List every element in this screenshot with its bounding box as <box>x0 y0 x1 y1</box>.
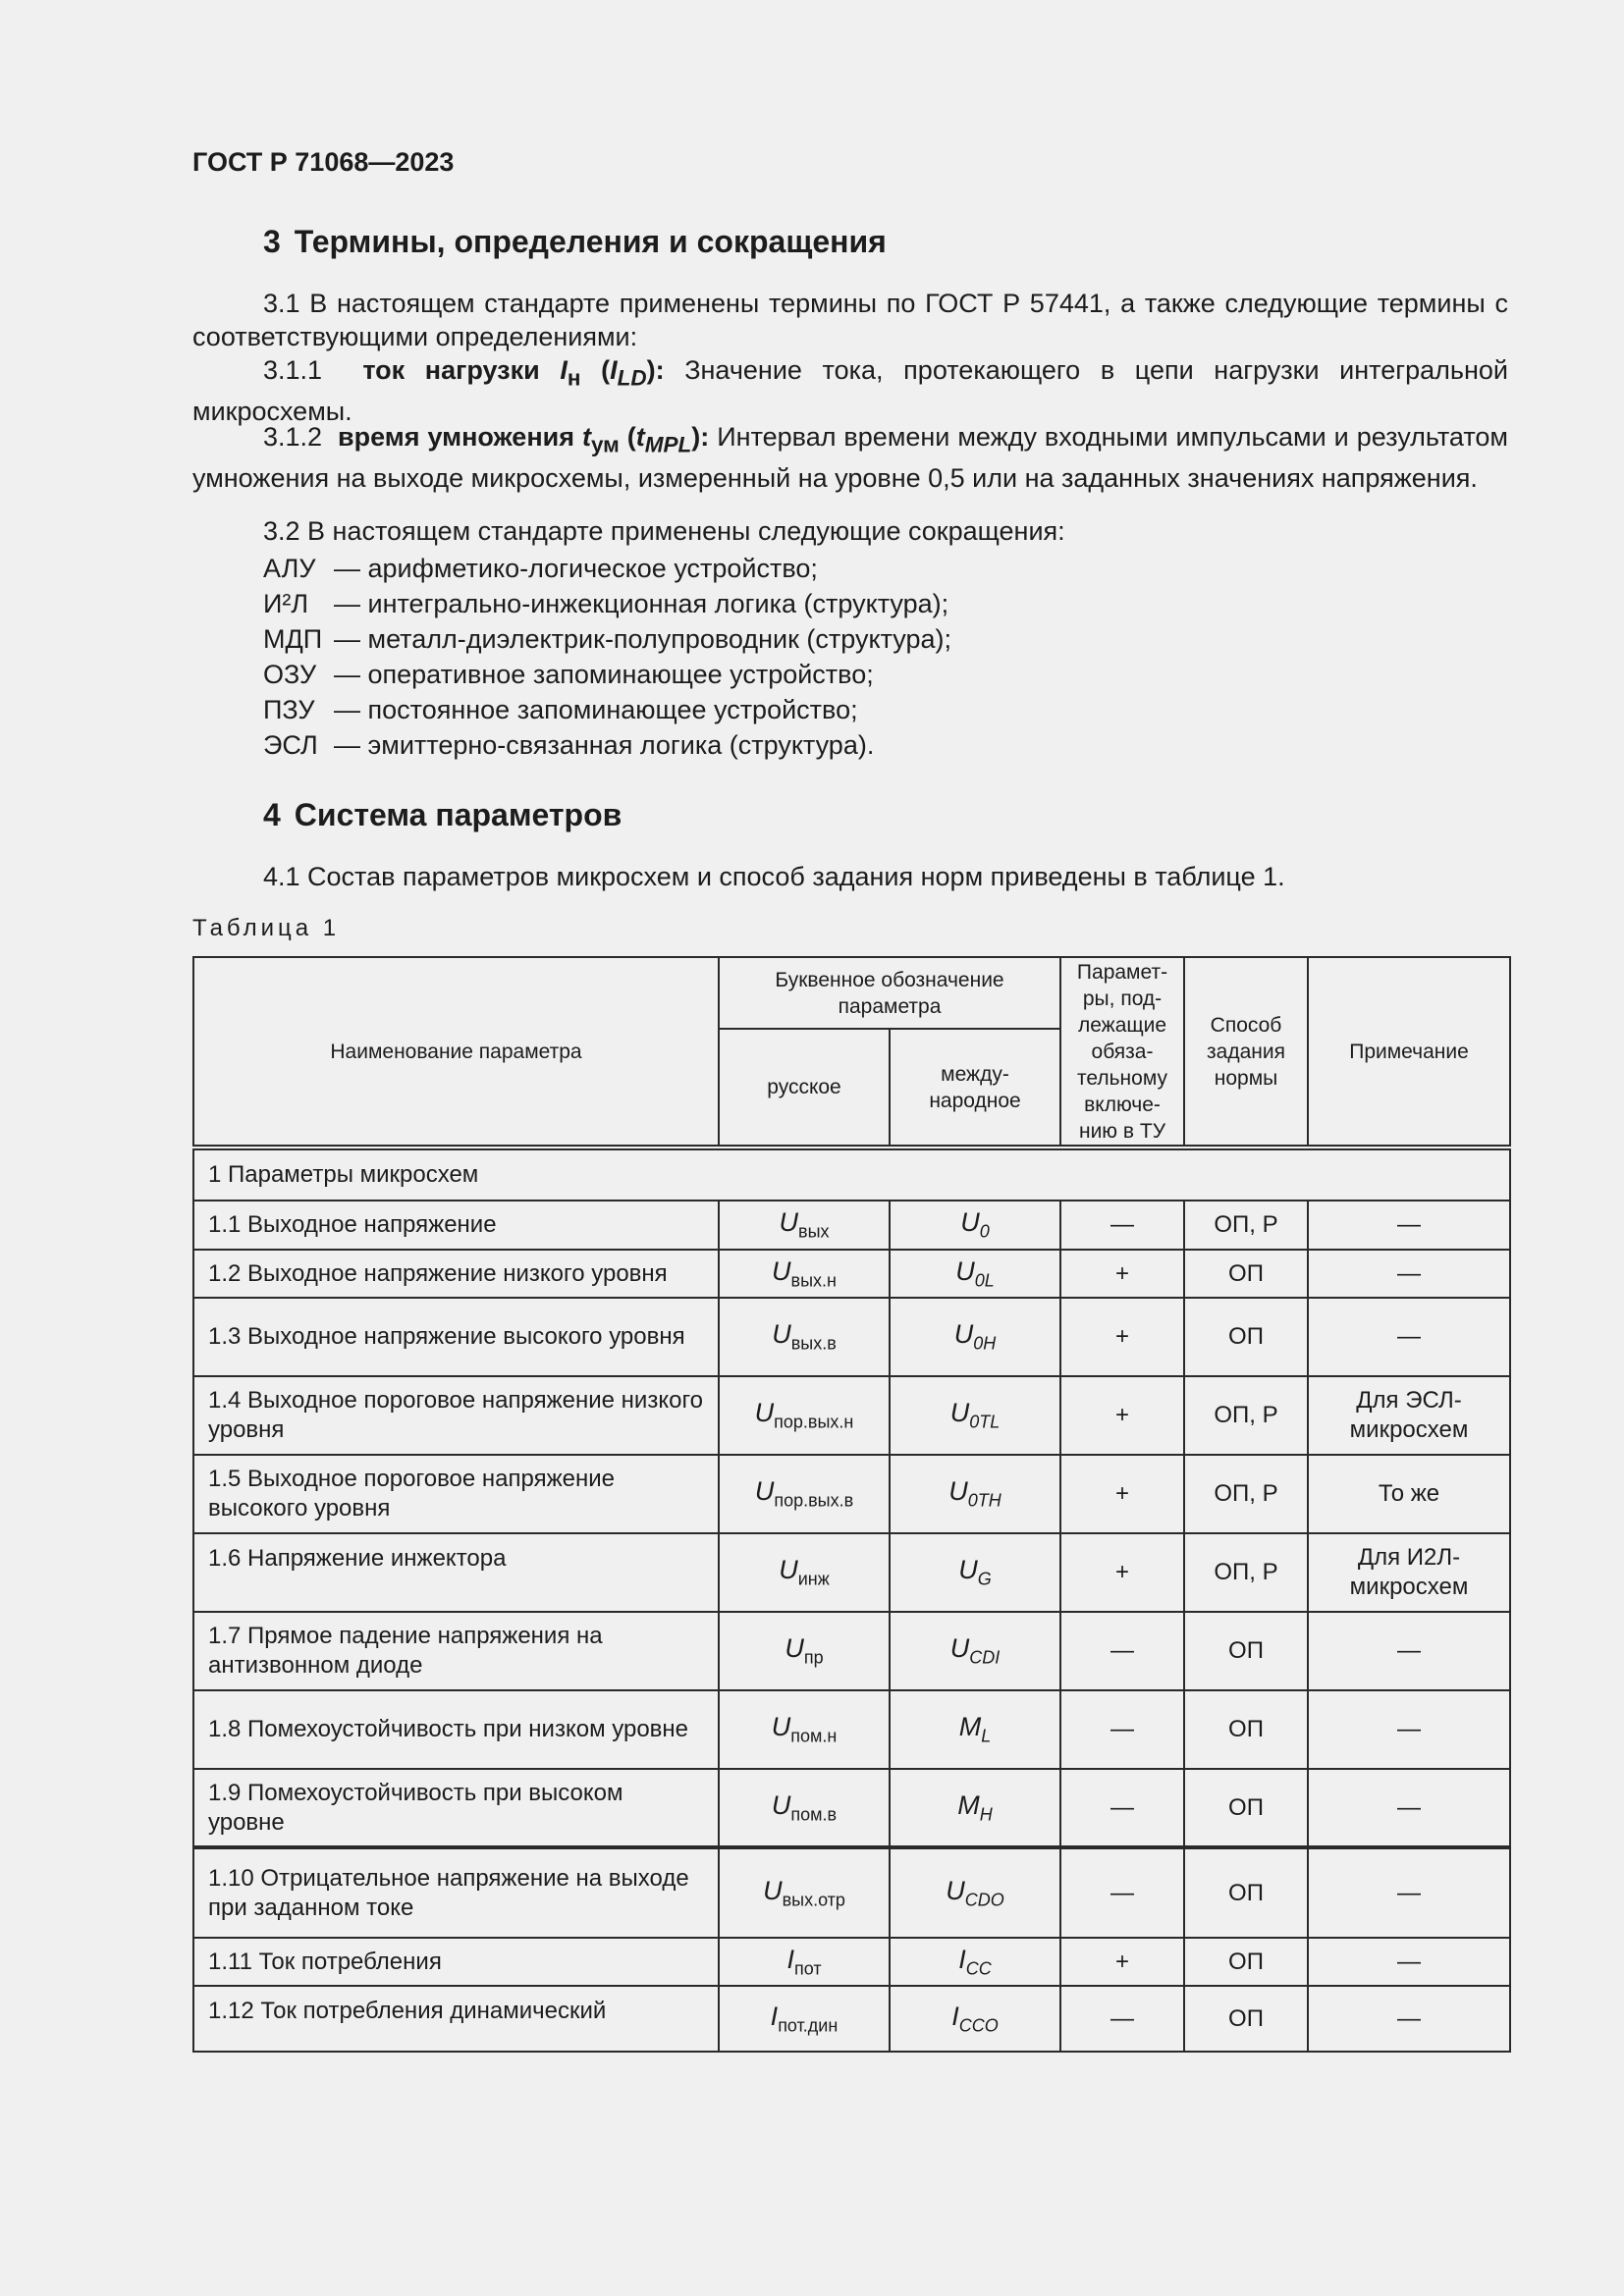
header-mandatory: Парамет- ры, под- лежащие обяза- тельному включе- нию в ТУ <box>1060 957 1184 1148</box>
section-title-text: Система параметров <box>294 797 623 832</box>
header-note: Примечание <box>1308 957 1510 1148</box>
header-name: Наименование параметра <box>193 957 719 1148</box>
table-row <box>193 1201 1510 1250</box>
cell-mandatory: — <box>1060 1690 1184 1769</box>
abbreviation-item: АЛУ — арифметико-логическое устройство; <box>263 554 818 583</box>
header-method: Способ задания нормы <box>1184 957 1308 1148</box>
cell-param-name: 1.3 Выходное напряжение высокого уровня <box>193 1298 719 1376</box>
abbreviation-item: ЭСЛ — эмиттерно-связанная логика (структура). <box>263 730 875 760</box>
cell-mandatory: — <box>1060 1769 1184 1847</box>
cell-param-name: 1.10 Отрицательное напряжение на выходе при заданном токе <box>193 1847 719 1938</box>
cell-method: ОП, Р <box>1184 1455 1308 1533</box>
cell-method: ОП <box>1184 1769 1308 1847</box>
cell-method: ОП <box>1184 1986 1308 2052</box>
table-row <box>193 1533 1510 1612</box>
cell-mandatory: + <box>1060 1533 1184 1612</box>
cell-note: — <box>1308 1690 1510 1769</box>
cell-method: ОП, Р <box>1184 1201 1308 1250</box>
table-row <box>193 1847 1510 1938</box>
table-row <box>193 1986 1510 2052</box>
header-letter: Буквенное обозначение параметра <box>719 957 1060 1029</box>
table-row <box>193 1769 1510 1847</box>
cell-param-name: 1.8 Помехоустойчивость при низком уровне <box>193 1690 719 1769</box>
section-number: 3 <box>263 224 281 259</box>
cell-symbol-ru: $U_{вых}$ <box>719 1201 890 1250</box>
abbreviation-item: И²Л — интегрально-инжекционная логика (структура); <box>263 589 949 618</box>
cell-param-name: 1.11 Ток потребления <box>193 1938 719 1986</box>
cell-symbol-intl: $U_G$ <box>890 1533 1060 1612</box>
cell-symbol-intl: $I_{CCO}$ <box>890 1986 1060 2052</box>
cell-symbol-ru: $U_{пом.н}$ <box>719 1690 890 1769</box>
paragraph-3-1-1: 3.1.1 ток нагрузки $I_н$ $(I_{LD})$: Значение тока, протекающего в цепи нагрузки интегральной микросхемы. <box>192 355 1508 427</box>
cell-method: ОП <box>1184 1250 1308 1298</box>
cell-symbol-intl: $U_0$ <box>890 1201 1060 1250</box>
cell-symbol-intl: $M_H$ <box>890 1769 1060 1847</box>
abbreviation-item: ПЗУ — постоянное запоминающее устройство; <box>263 695 858 724</box>
cell-param-name: 1.12 Ток потребления динамический <box>193 1986 719 2052</box>
table-row <box>193 1376 1510 1455</box>
cell-note: — <box>1308 1298 1510 1376</box>
cell-param-name: 1.2 Выходное напряжение низкого уровня <box>193 1250 719 1298</box>
cell-param-name: 1.1 Выходное напряжение <box>193 1201 719 1250</box>
parameters-table <box>192 956 1511 2053</box>
cell-method: ОП, Р <box>1184 1376 1308 1455</box>
document-header: ГОСТ Р 71068—2023 <box>192 147 455 177</box>
cell-method: ОП, Р <box>1184 1533 1308 1612</box>
cell-symbol-intl: $U_{CDI}$ <box>890 1612 1060 1690</box>
table-row <box>193 1455 1510 1533</box>
cell-param-name: 1.9 Помехоустойчивость при высоком уровне <box>193 1769 719 1847</box>
cell-symbol-intl: $U_{CDO}$ <box>890 1847 1060 1938</box>
cell-mandatory: + <box>1060 1376 1184 1455</box>
cell-symbol-ru: $I_{пот}$ <box>719 1938 890 1986</box>
abbreviation-list <box>263 552 951 764</box>
cell-symbol-intl: $I_{CC}$ <box>890 1938 1060 1986</box>
section-4-title <box>263 797 622 833</box>
cell-mandatory: — <box>1060 1847 1184 1938</box>
section-title-text: Термины, определения и сокращения <box>294 224 887 259</box>
cell-method: ОП <box>1184 1690 1308 1769</box>
cell-symbol-intl: $U_{0L}$ <box>890 1250 1060 1298</box>
cell-symbol-ru: $U_{пр}$ <box>719 1612 890 1690</box>
cell-symbol-ru: $U_{пор.вых.н}$ <box>719 1376 890 1455</box>
table-caption: Таблица 1 <box>192 915 341 941</box>
cell-note: — <box>1308 1847 1510 1938</box>
section-3-title <box>263 224 887 260</box>
table-row <box>193 1690 1510 1769</box>
cell-mandatory: — <box>1060 1986 1184 2052</box>
cell-method: ОП <box>1184 1298 1308 1376</box>
cell-param-name: 1.6 Напряжение инжектора <box>193 1533 719 1612</box>
abbreviation-item: ОЗУ — оперативное запоминающее устройство; <box>263 660 874 689</box>
cell-mandatory: + <box>1060 1250 1184 1298</box>
cell-symbol-ru: $U_{инж}$ <box>719 1533 890 1612</box>
paragraph-3-1-2: 3.1.2 время умножения $t_{ум}$ $(t_{MPL})$: Интервал времени между входными импульсами и результатом умножения на выходе микросхемы, измеренный на уровне 0,5 или на заданных значениях напряжения. <box>192 422 1508 494</box>
cell-method: ОП <box>1184 1938 1308 1986</box>
header-ru: русское <box>719 1029 890 1148</box>
cell-symbol-ru: $U_{вых.в}$ <box>719 1298 890 1376</box>
cell-note: — <box>1308 1612 1510 1690</box>
table-group-row: 1 Параметры микросхем <box>193 1148 1510 1201</box>
header-intl: между- народное <box>890 1029 1060 1148</box>
cell-symbol-intl: $U_{0H}$ <box>890 1298 1060 1376</box>
table-row <box>193 1938 1510 1986</box>
cell-symbol-ru: $U_{пор.вых.в}$ <box>719 1455 890 1533</box>
cell-note: — <box>1308 1201 1510 1250</box>
table-row <box>193 1250 1510 1298</box>
cell-param-name: 1.5 Выходное пороговое напряжение высокого уровня <box>193 1455 719 1533</box>
abbreviation-item: МДП — металл-диэлектрик-полупроводник (структура); <box>263 624 951 654</box>
cell-symbol-intl: $M_L$ <box>890 1690 1060 1769</box>
paragraph-4-1: 4.1 Состав параметров микросхем и способ задания норм приведены в таблице 1. <box>263 862 1285 891</box>
cell-note: То же <box>1308 1455 1510 1533</box>
cell-note: Для И2Л-микросхем <box>1308 1533 1510 1612</box>
cell-note: — <box>1308 1986 1510 2052</box>
cell-mandatory: — <box>1060 1201 1184 1250</box>
section-number: 4 <box>263 797 281 832</box>
cell-param-name: 1.7 Прямое падение напряжения на антизвонном диоде <box>193 1612 719 1690</box>
paragraph-3-2: 3.2 В настоящем стандарте применены следующие сокращения: <box>263 516 1065 546</box>
cell-mandatory: + <box>1060 1938 1184 1986</box>
cell-mandatory: + <box>1060 1298 1184 1376</box>
cell-method: ОП <box>1184 1847 1308 1938</box>
cell-note: — <box>1308 1250 1510 1298</box>
cell-symbol-intl: $U_{0TH}$ <box>890 1455 1060 1533</box>
cell-mandatory: + <box>1060 1455 1184 1533</box>
table-row <box>193 1612 1510 1690</box>
cell-symbol-intl: $U_{0TL}$ <box>890 1376 1060 1455</box>
cell-mandatory: — <box>1060 1612 1184 1690</box>
cell-param-name: 1.4 Выходное пороговое напряжение низкого уровня <box>193 1376 719 1455</box>
table-row <box>193 1298 1510 1376</box>
cell-note: — <box>1308 1938 1510 1986</box>
cell-note: Для ЭСЛ-микросхем <box>1308 1376 1510 1455</box>
cell-symbol-ru: $U_{пом.в}$ <box>719 1769 890 1847</box>
cell-symbol-ru: $U_{вых.н}$ <box>719 1250 890 1298</box>
cell-symbol-ru: $U_{вых.отр}$ <box>719 1847 890 1938</box>
cell-note: — <box>1308 1769 1510 1847</box>
cell-symbol-ru: $I_{пот.дин}$ <box>719 1986 890 2052</box>
cell-method: ОП <box>1184 1612 1308 1690</box>
paragraph-3-1: 3.1 В настоящем стандарте применены термины по ГОСТ Р 57441, а также следующие термины с соответствующими определениями: <box>192 289 1508 351</box>
